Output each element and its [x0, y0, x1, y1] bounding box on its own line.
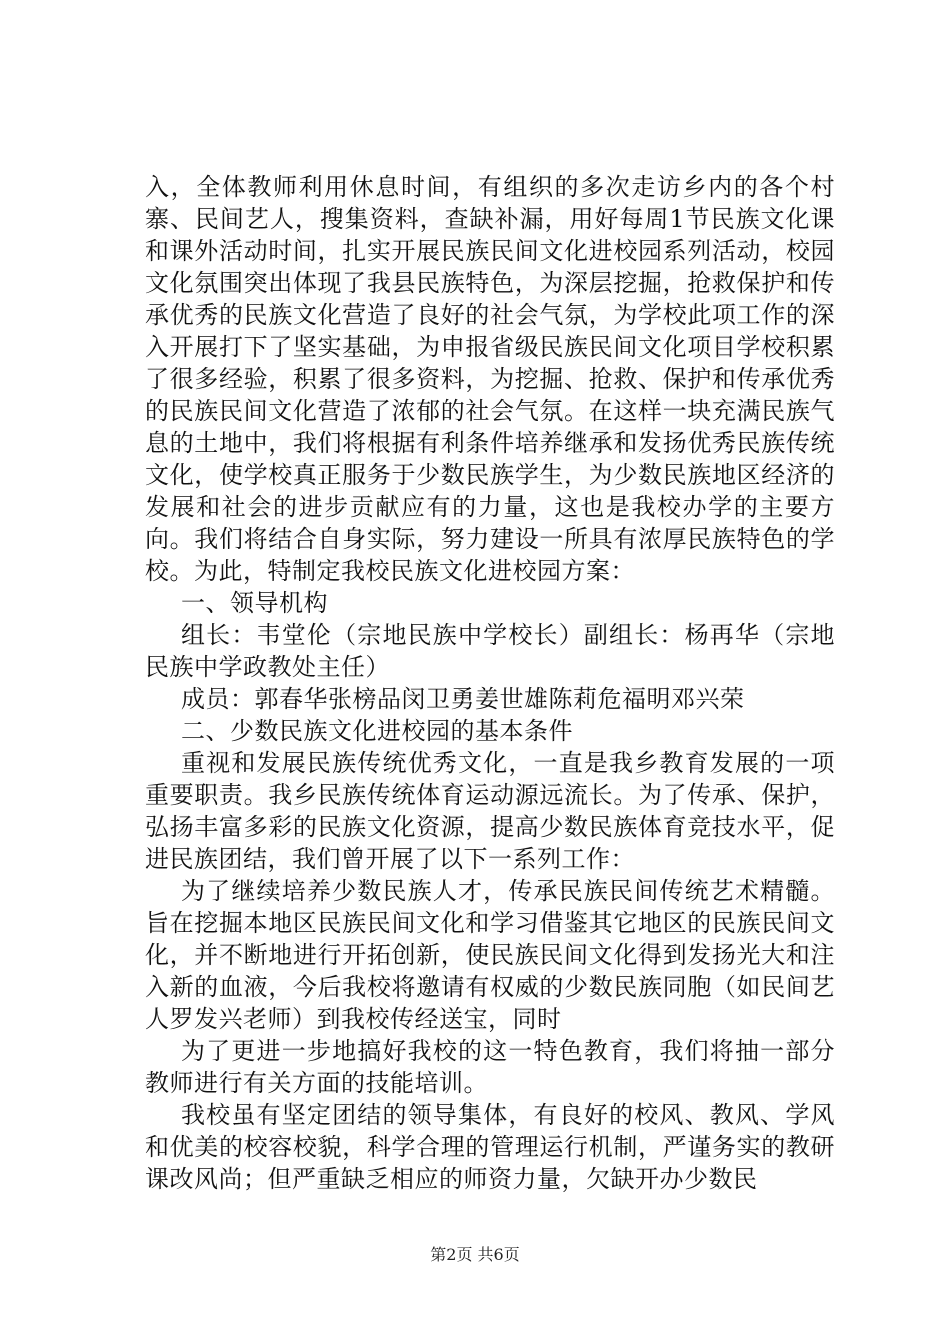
- document-body: [145, 171, 835, 1195]
- paragraph-team-leaders: 组长：韦堂伦（宗地民族中学校长）副组长：杨再华（宗地民族中学政教处主任）: [145, 621, 835, 681]
- paragraph-intro-continuation: 入，全体教师利用休息时间，有组织的多次走访乡内的各个村寨、民间艺人，搜集资料，查缺补漏，用好每周1节民族文化课和课外活动时间，扎实开展民族民间文化进校园系列活动，校园文化氛围突出体现了我县民族特色，为深层挖掘，抢救保护和传承优秀的民族文化营造了良好的社会气氛，为学校此项工作的深入开展打下了坚实基础，为申报省级民族民间文化项目学校积累了很多经验，积累了很多资料，为挖掘、抢救、保护和传承优秀的民族民间文化营造了浓郁的社会气氛。在这样一块充满民族气息的土地中，我们将根据有利条件培养继承和发扬优秀民族传统文化，使学校真正服务于少数民族学生，为少数民族地区经济的发展和社会的进步贡献应有的力量，这也是我校办学的主要方向。我们将结合自身实际，努力建设一所具有浓厚民族特色的学校。为此，特制定我校民族文化进校园方案：: [145, 173, 835, 585]
- paragraph-talent-cultivation: 为了继续培养少数民族人才，传承民族民间传统艺术精髓。旨在挖掘本地区民族民间文化和学习借鉴其它地区的民族民间文化，并不断地进行开拓创新，使民族民间文化得到发扬光大和注入新的血液，今后我校将邀请有权威的少数民族同胞（如民间艺人罗发兴老师）到我校传经送宝，同时: [145, 877, 835, 1033]
- paragraph-team-members: 成员：郭春华张榜品闵卫勇姜世雄陈莉危福明邓兴荣: [181, 685, 745, 713]
- paragraph-importance: 重视和发展民族传统优秀文化，一直是我乡教育发展的一项重要职责。我乡民族传统体育运动源远流长。为了传承、保护，弘扬丰富多彩的民族文化资源，提高少数民族体育竞技水平，促进民族团结，我们曾开展了以下一系列工作：: [145, 749, 835, 873]
- section-heading-leadership: 一、领导机构: [181, 589, 328, 617]
- section-heading-basic-conditions: 二、少数民族文化进校园的基本条件: [181, 717, 573, 745]
- paragraph-school-conditions: 我校虽有坚定团结的领导集体，有良好的校风、教风、学风和优美的校容校貌，科学合理的管理运行机制，严谨务实的教研课改风尚；但严重缺乏相应的师资力量，欠缺开办少数民: [145, 1101, 835, 1193]
- page-number-footer: 第2页 共6页: [430, 1245, 520, 1264]
- paragraph-teacher-training: 为了更进一步地搞好我校的这一特色教育，我们将抽一部分教师进行有关方面的技能培训。: [145, 1037, 835, 1097]
